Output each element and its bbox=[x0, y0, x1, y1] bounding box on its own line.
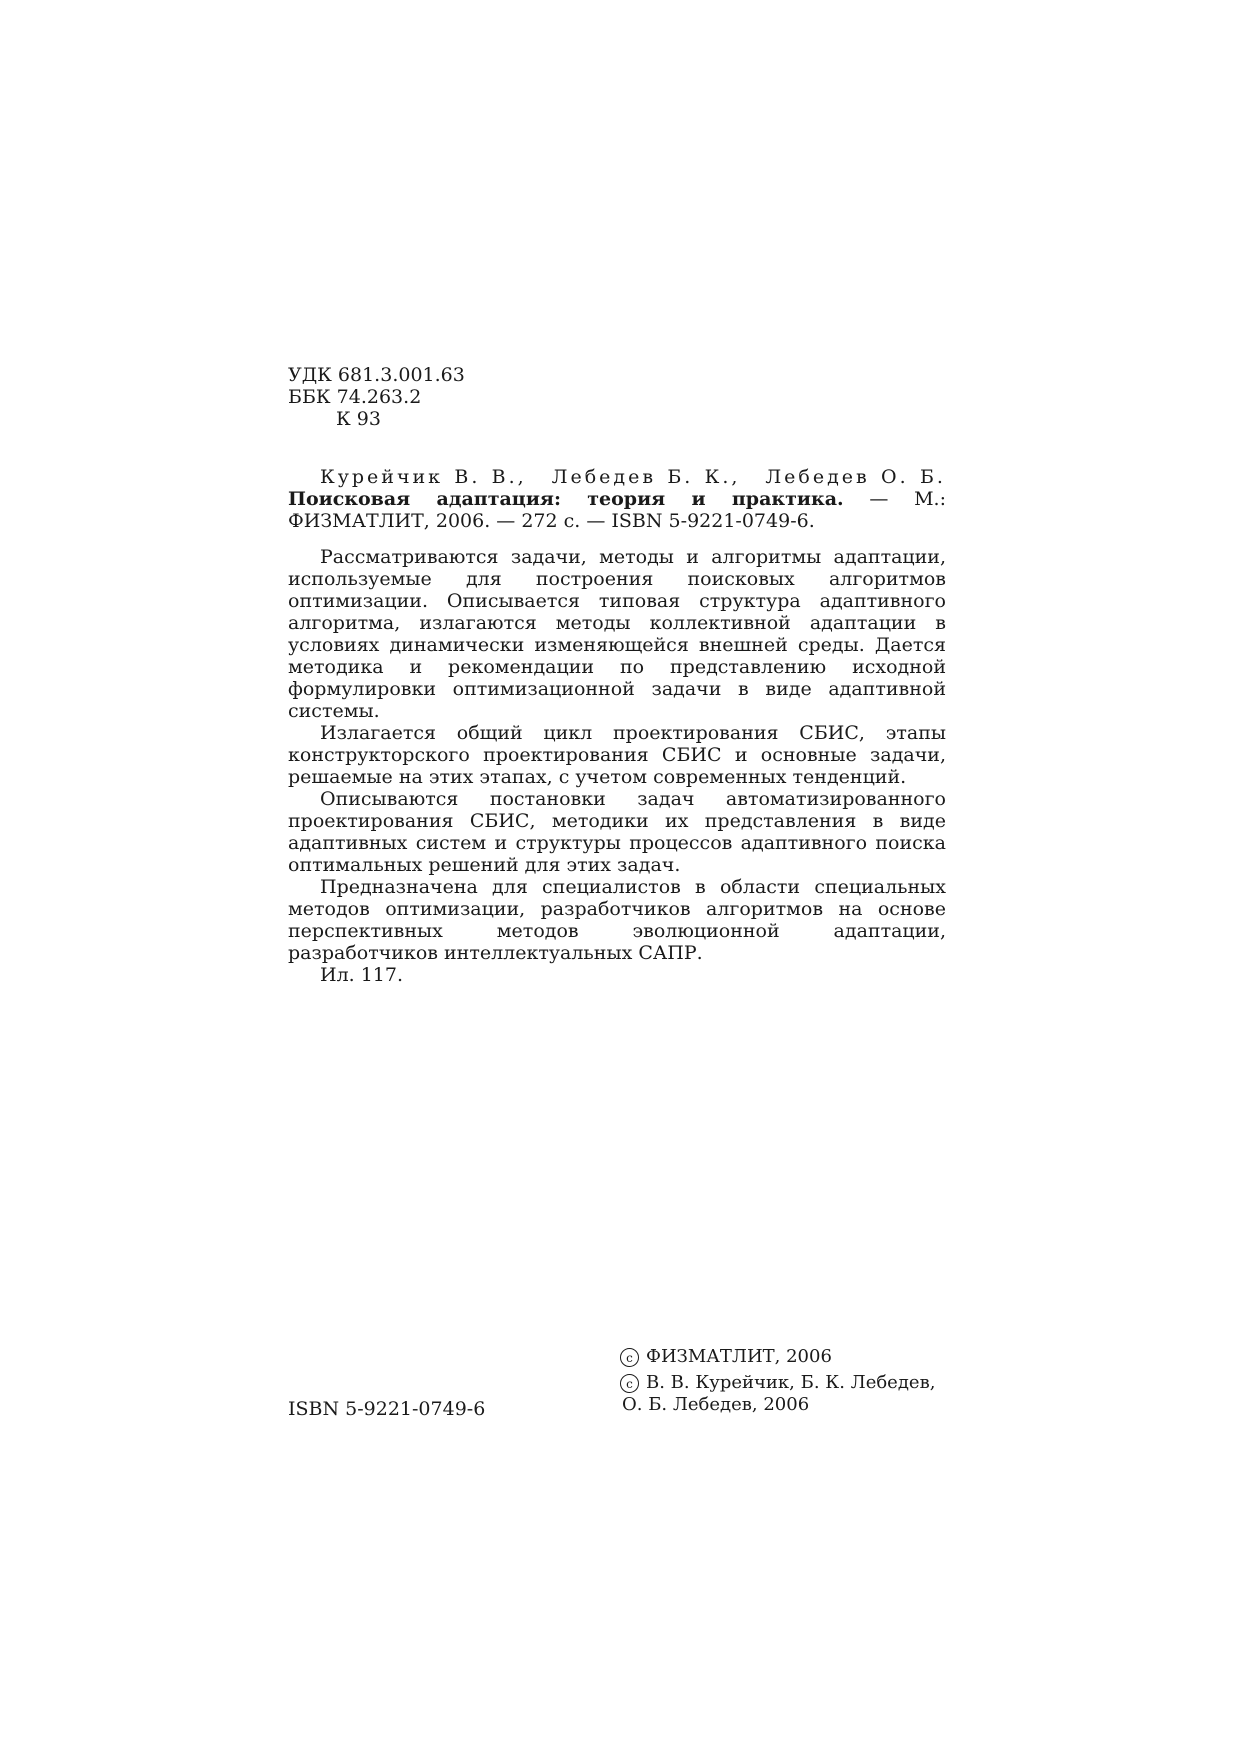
copyright-publisher-row bbox=[620, 1346, 935, 1368]
abstract-paragraph-4: Предназначена для специалистов в области специальных методов оптимизации, разработчиков алгоритмов на основе перспективных методов эволюционной адаптации, разработчиков интеллектуальных САПР. bbox=[288, 876, 946, 964]
author-mark: К 93 bbox=[336, 408, 381, 430]
citation-author-2: Лебедев Б. К., bbox=[551, 466, 741, 488]
copyright-block bbox=[620, 1346, 935, 1420]
bbk-code: ББК 74.263.2 bbox=[288, 386, 422, 408]
copyright-authors-row bbox=[620, 1372, 935, 1416]
copyright-icon: c bbox=[620, 1348, 639, 1367]
copyright-authors-line-2: О. Б. Лебедев, 2006 bbox=[622, 1394, 810, 1415]
citation-details: — М.: ФИЗМАТЛИТ, 2006. — 272 с. — ISBN 5-9221-0749-6. bbox=[288, 488, 946, 532]
udk-code: УДК 681.3.001.63 bbox=[288, 364, 465, 386]
annotation-block bbox=[288, 466, 946, 986]
abstract-paragraph-3: Описываются постановки задач автоматизированного проектирования СБИС, методики их представления в виде адаптивных систем и структуры процессов адаптивного поиска оптимальных решений для этих задач. bbox=[288, 788, 946, 876]
classification-codes bbox=[288, 364, 465, 430]
copyright-authors-line-1: В. В. Курейчик, Б. К. Лебедев, bbox=[646, 1372, 936, 1393]
abstract-paragraph-1: Рассматриваются задачи, методы и алгоритмы адаптации, используемые для построения поисковых алгоритмов оптимизации. Описывается типовая структура адаптивного алгоритма, излагаются методы коллективной адаптации в условиях динамически изменяющейся внешней среды. Дается методика и рекомендации по представлению исходной формулировки оптимизационной задачи в виде адаптивной системы. bbox=[288, 546, 946, 722]
copyright-icon: c bbox=[620, 1374, 639, 1393]
abstract-paragraph-2: Излагается общий цикл проектирования СБИС, этапы конструкторского проектирования СБИС и основные задачи, решаемые на этих этапах, с учетом современных тенденций. bbox=[288, 722, 946, 788]
bibliographic-citation bbox=[288, 466, 946, 532]
copyright-publisher: ФИЗМАТЛИТ, 2006 bbox=[646, 1346, 832, 1367]
citation-author-3: Лебедев О. Б. bbox=[765, 466, 946, 488]
illustrations-count: Ил. 117. bbox=[320, 964, 404, 986]
citation-author-1: Курейчик В. В., bbox=[320, 466, 527, 488]
isbn: ISBN 5-9221-0749-6 bbox=[288, 1398, 486, 1420]
citation-title: Поисковая адаптация: теория и практика. bbox=[288, 488, 844, 510]
